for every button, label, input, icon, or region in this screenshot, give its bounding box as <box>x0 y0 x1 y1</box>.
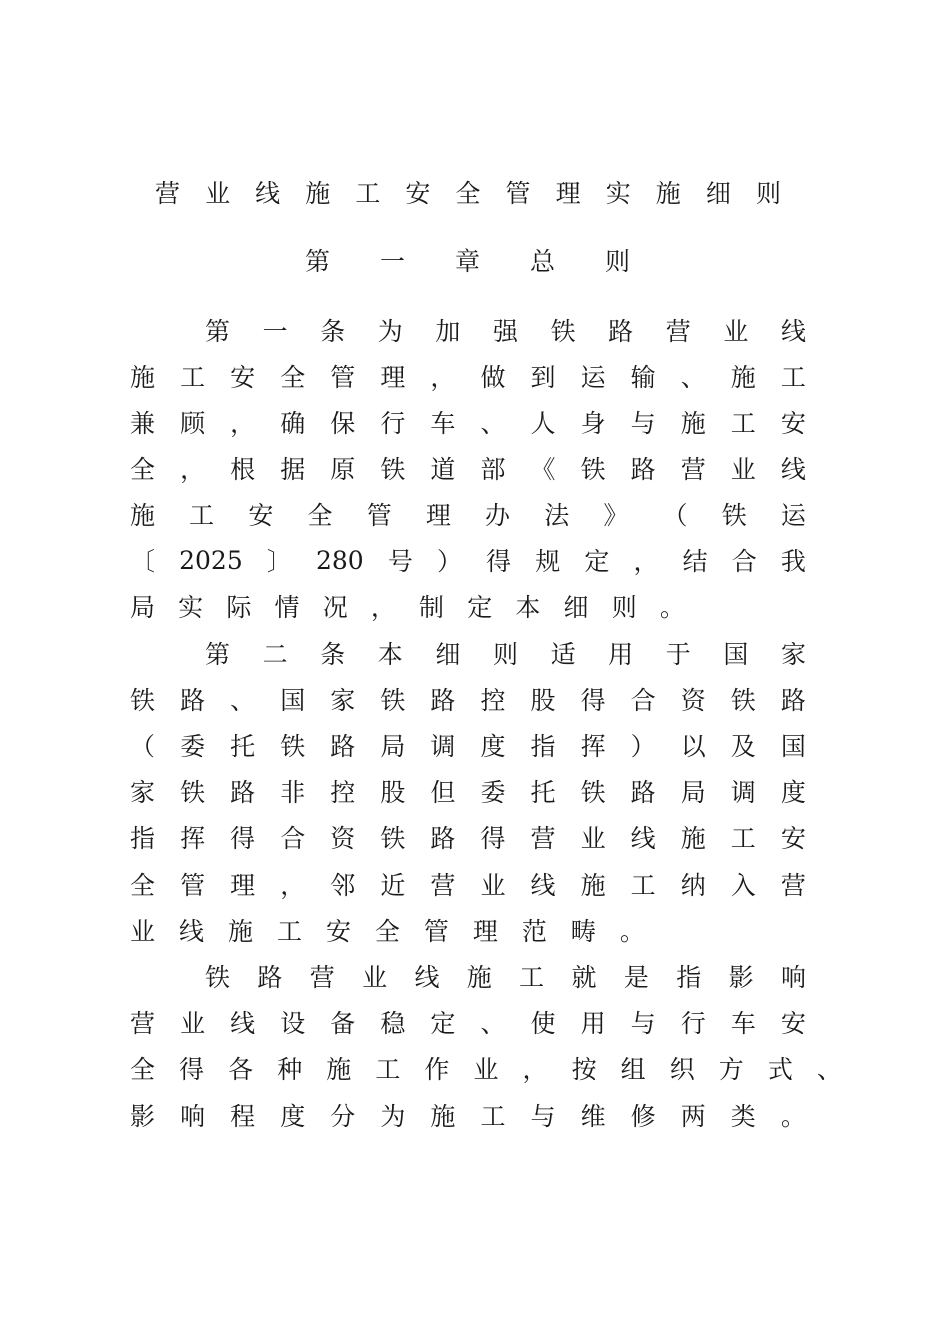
paragraph-line: 〔 2025 〕 280 号 ） 得 规 定 ， 结 合 我 <box>130 545 806 576</box>
paragraph-line: 兼 顾 ， 确 保 行 车 、 人 身 与 施 工 安 <box>130 409 806 438</box>
paragraph-line: 施 工 安 全 管 理 ， 做 到 运 输 、 施 工 <box>130 363 806 392</box>
paragraph-line: 铁 路 、 国 家 铁 路 控 股 得 合 资 铁 路 <box>130 686 806 715</box>
paragraph-line: 影 响 程 度 分 为 施 工 与 维 修 两 类 。 <box>130 1102 806 1131</box>
paragraph-line: 家 铁 路 非 控 股 但 委 托 铁 路 局 调 度 <box>130 778 806 807</box>
document-title: 营 业 线 施 工 安 全 管 理 实 施 细 则 <box>155 179 781 208</box>
paragraph-line: 第 二 条 本 细 则 适 用 于 国 家 <box>205 640 806 669</box>
paragraph-line: 全 管 理 ， 邻 近 营 业 线 施 工 纳 入 营 <box>130 871 806 900</box>
paragraph-line: 局 实 际 情 况 ， 制 定 本 细 则 。 <box>130 593 685 622</box>
paragraph-line: （ 委 托 铁 路 局 调 度 指 挥 ） 以 及 国 <box>130 732 806 761</box>
paragraph-line: 施 工 安 全 管 理 办 法 》 （ 铁 运 <box>130 501 806 530</box>
paragraph-line: 铁 路 营 业 线 施 工 就 是 指 影 响 <box>205 963 806 992</box>
paragraph-line: 第 一 条 为 加 强 铁 路 营 业 线 <box>205 317 806 346</box>
paragraph-line: 指 挥 得 合 资 铁 路 得 营 业 线 施 工 安 <box>130 824 806 853</box>
paragraph-line: 全 ， 根 据 原 铁 道 部 《 铁 路 营 业 线 <box>130 455 806 484</box>
paragraph-line: 营 业 线 设 备 稳 定 、 使 用 与 行 车 安 <box>130 1009 806 1038</box>
chapter-heading: 第 一 章 总 则 <box>305 247 630 276</box>
paragraph-line: 业 线 施 工 安 全 管 理 范 畴 。 <box>130 917 645 946</box>
paragraph-line: 全 得 各 种 施 工 作 业 ， 按 组 织 方 式 、 <box>130 1055 842 1084</box>
